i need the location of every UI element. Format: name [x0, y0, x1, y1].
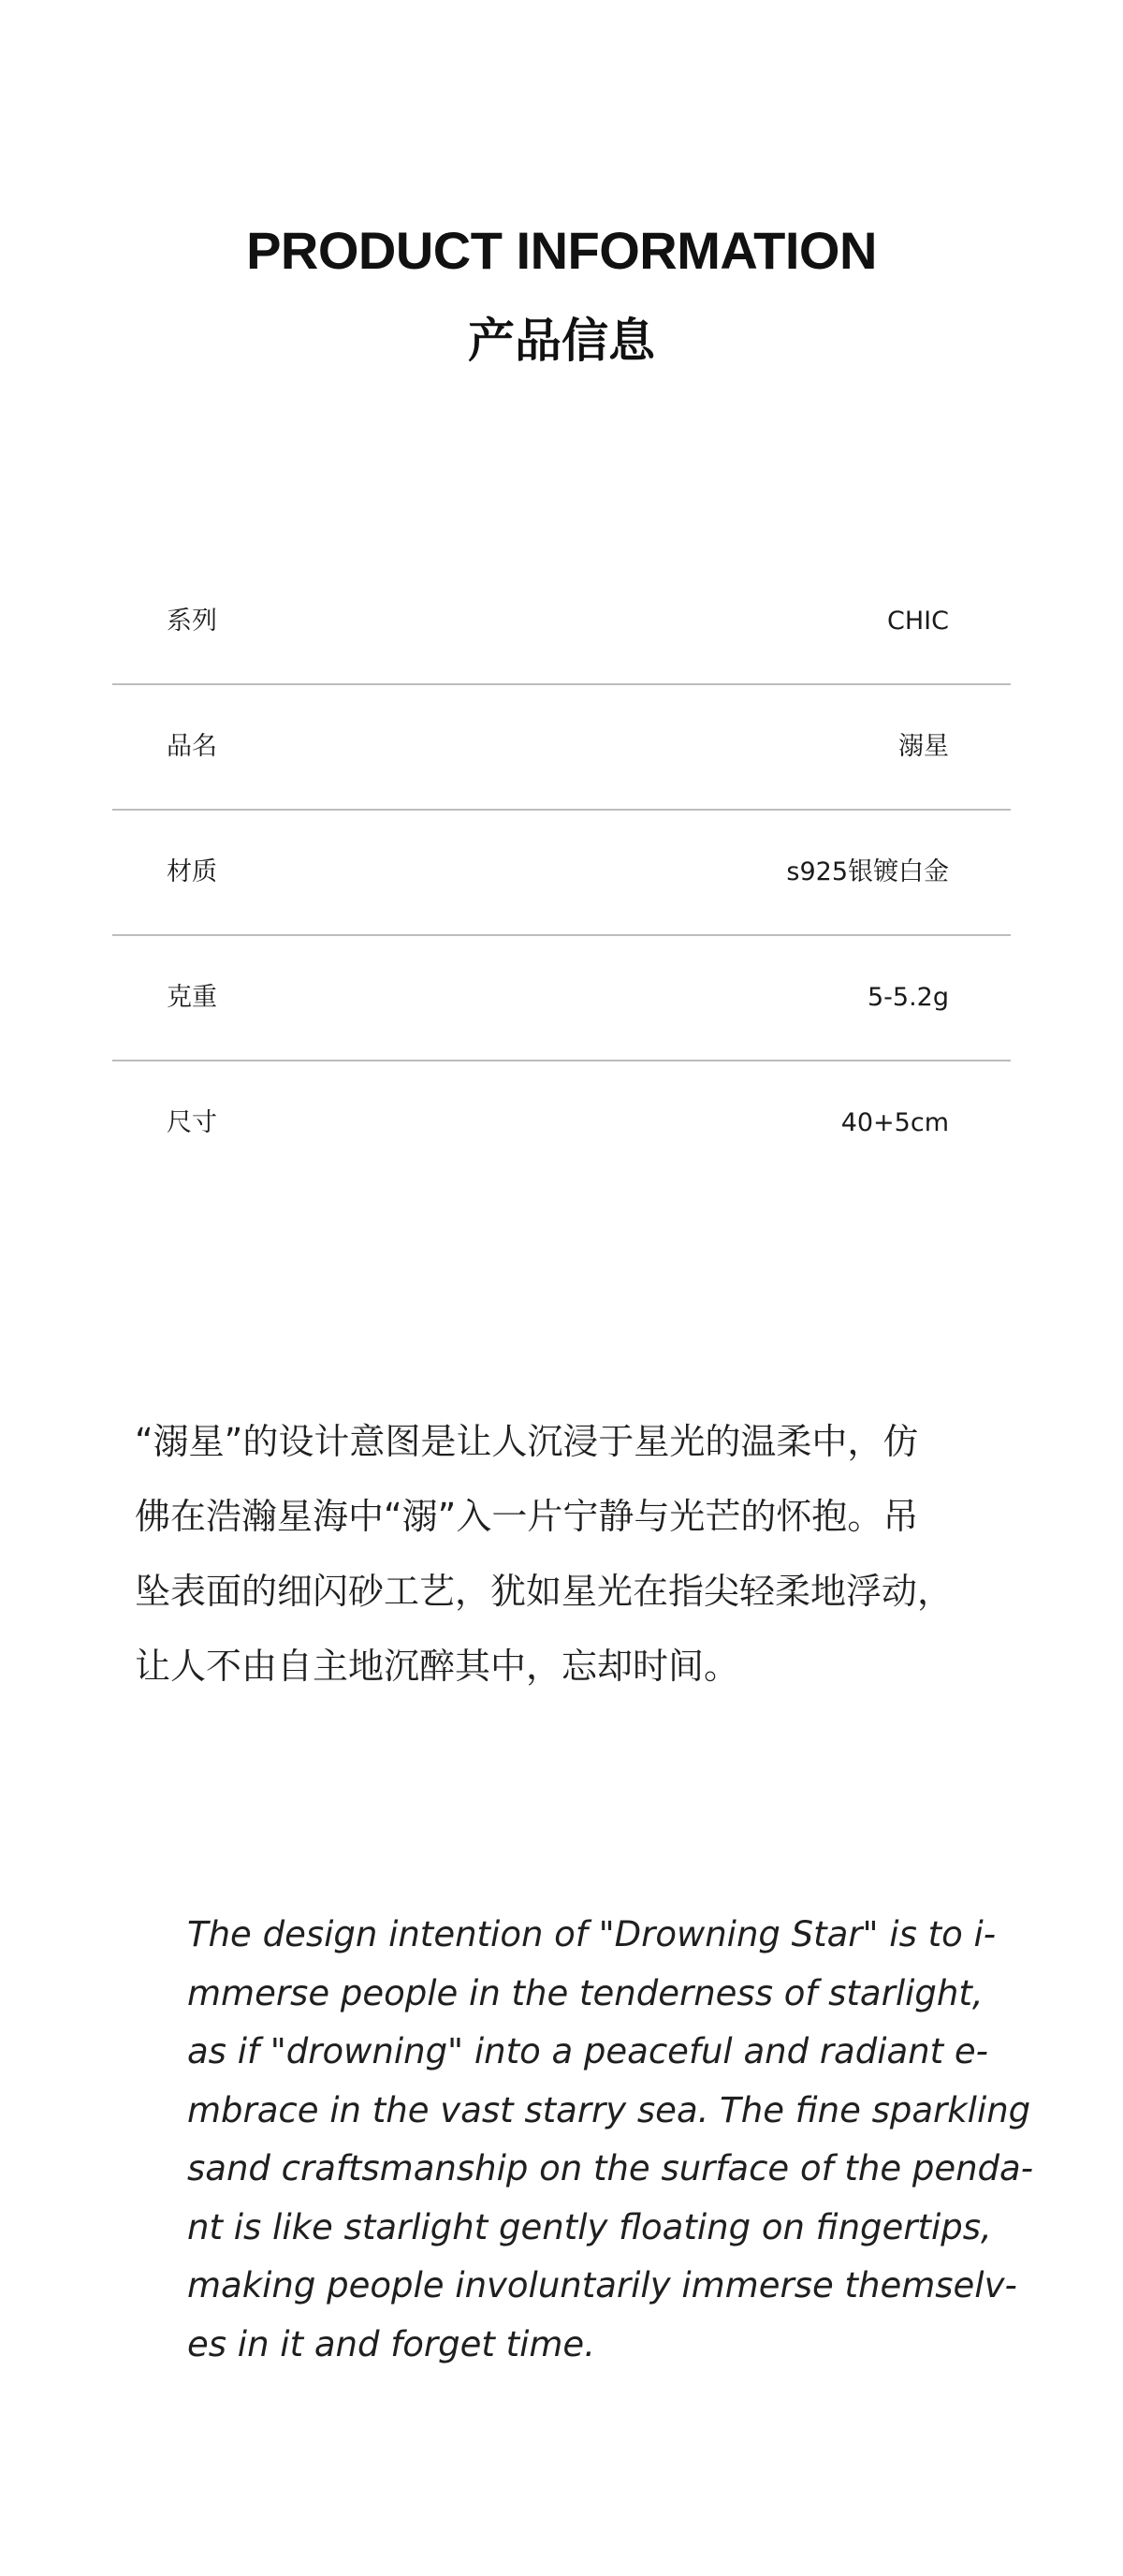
- spec-value: s925银镀白金: [786, 857, 949, 886]
- description-en-line: sand craftsmanship on the surface of the penda-: [187, 2148, 1034, 2188]
- spec-label: 品名: [167, 732, 217, 761]
- description-en-line: The design intention of "Drowning Star" is to i-: [187, 1914, 997, 1954]
- spec-table: [112, 560, 1011, 1187]
- spec-value: 5-5.2g: [868, 983, 949, 1012]
- spec-row-name: [112, 685, 1011, 811]
- description-cn-line: 佛在浩瀚星海中“溺”入一片宁静与光芒的怀抱。吊: [135, 1496, 919, 1537]
- spec-value: 40+5cm: [840, 1108, 949, 1137]
- spec-label: 尺寸: [167, 1108, 217, 1137]
- description-en: [187, 1906, 1034, 2374]
- spec-label: 克重: [167, 983, 217, 1012]
- spec-label: 材质: [167, 857, 217, 886]
- spec-row-size: [112, 1061, 1011, 1187]
- description-en-line: es in it and forget time.: [187, 2323, 595, 2364]
- description-cn-line: 坠表面的细闪砂工艺，犹如星光在指尖轻柔地浮动，: [135, 1571, 954, 1612]
- spec-value: CHIC: [887, 607, 949, 636]
- spec-row-series: [112, 560, 1011, 685]
- description-en-line: mmerse people in the tenderness of starlight,: [187, 1972, 984, 2013]
- description-cn-line: “溺星”的设计意图是让人沉浸于星光的温柔中，仿: [135, 1421, 919, 1462]
- description-en-line: as if "drowning" into a peaceful and radiant e-: [187, 2031, 988, 2071]
- description-en-line: making people involuntarily immerse themselv-: [187, 2265, 1017, 2305]
- spec-row-weight: [112, 936, 1011, 1061]
- description-cn: [135, 1404, 1005, 1704]
- spec-value: 溺星: [898, 732, 949, 761]
- spec-row-material: [112, 811, 1011, 936]
- description-en-line: nt is like starlight gently floating on fingertips,: [187, 2206, 992, 2247]
- spec-label: 系列: [167, 607, 217, 636]
- page-title-cn: 产品信息: [468, 314, 655, 368]
- description-en-line: mbrace in the vast starry sea. The fine sparkling: [187, 2089, 1031, 2130]
- page-title-en: PRODUCT INFORMATION: [246, 221, 877, 280]
- description-cn-line: 让人不由自主地沉醉其中，忘却时间。: [135, 1646, 740, 1687]
